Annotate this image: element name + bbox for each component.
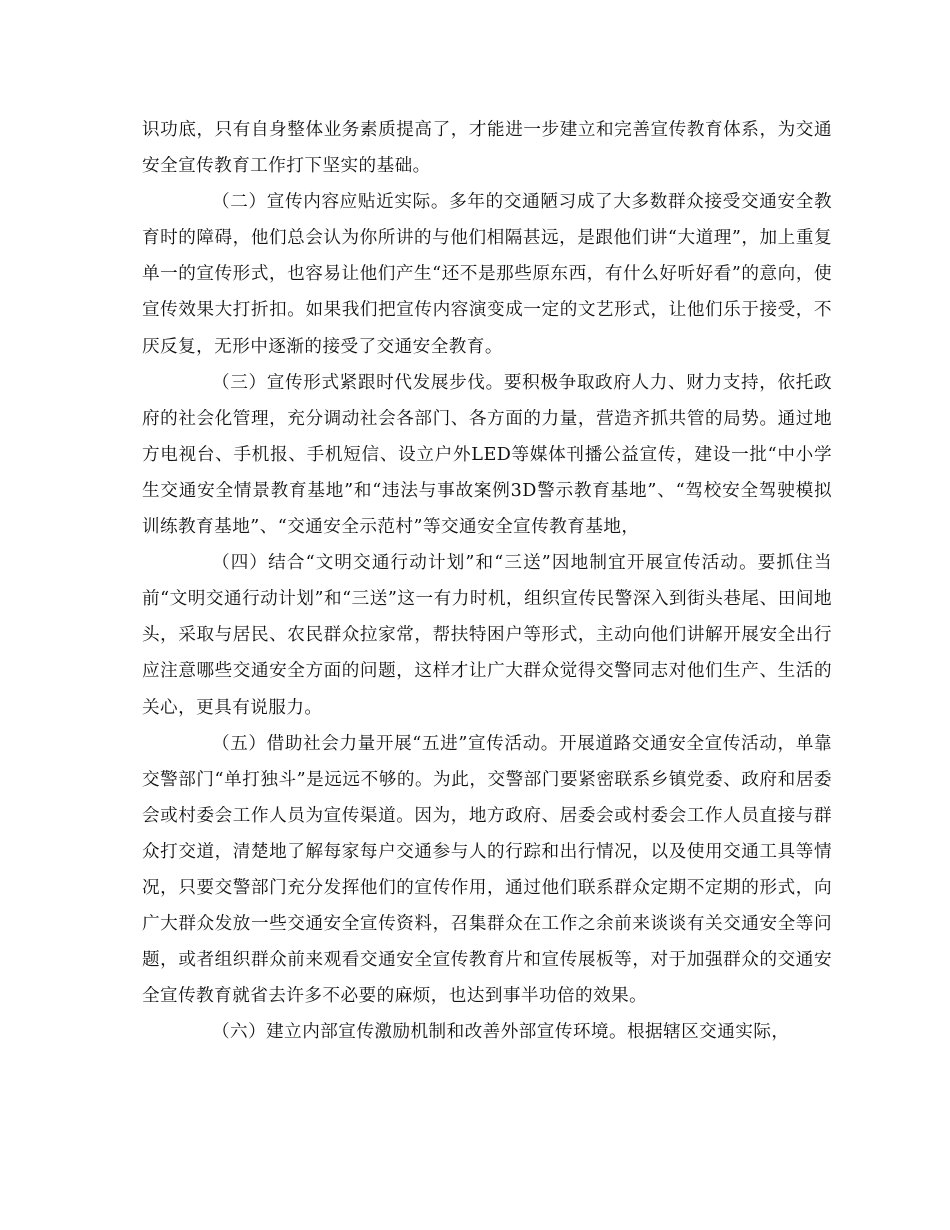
paragraph-section-4: （四）结合“文明交通行动计划”和“三送”因地制宜开展宣传活动。要抓住当前“文明交通行动计划”和“三送”这一有力时机，组织宣传民警深入到街头巷尾、田间地头，采取与居民、农民群众拉家常，帮扶特困户等形式，主动向他们讲解开展安全出行应注意哪些交通安全方面的问题，这样才让广大群众觉得交警同志对他们生产、生活的关心，更具有说服力。 xyxy=(142,553,832,718)
paragraph-section-6: （六）建立内部宣传激励机制和改善外部宣传环境。根据辖区交通实际， xyxy=(212,1022,790,1043)
paragraph-section-5: （五）借助社会力量开展“五进”宣传活动。开展道路交通安全宣传活动，单靠交警部门“单打独斗”是远远不够的。为此，交警部门要紧密联系乡镇党委、政府和居委会或村委会工作人员为宣传渠道。因为，地方政府、居委会或村委会工作人员直接与群众打交道，清楚地了解每家每户交通参与人的行踪和出行情况，以及使用交通工具等情况，只要交警部门充分发挥他们的宣传作用，通过他们联系群众定期不定期的形式，向广大群众发放一些交通安全宣传资料，召集群众在工作之余前来谈谈有关交通安全等问题，或者组织群众前来观看交通安全宣传教育片和宣传展板等，对于加强群众的交通安全宣传教育就省去许多不必要的麻烦，也达到事半功倍的效果。 xyxy=(142,733,832,1007)
paragraph-continuation: 识功底，只有自身整体业务素质提高了，才能进一步建立和完善宣传教育体系，为交通安全宣传教育工作打下坚实的基础。 xyxy=(142,120,832,177)
paragraph-section-3: （三）宣传形式紧跟时代发展步伐。要积极争取政府人力、财力支持，依托政府的社会化管理，充分调动社会各部门、各方面的力量，营造齐抓共管的局势。通过地方电视台、手机报、手机短信、设立户外LED等媒体刊播公益宣传，建设一批“中小学生交通安全情景教育基地”和“违法与事故案例3D警示教育基地”、“驾校安全驾驶模拟训练教育基地”、“交通安全示范村”等交通安全宣传教育基地， xyxy=(142,372,832,538)
body-text xyxy=(142,112,832,1050)
paragraph-section-2: （二）宣传内容应贴近实际。多年的交通陋习成了大多数群众接受交通安全教育时的障碍，他们总会认为你所讲的与他们相隔甚远，是跟他们讲“大道理”，加上重复单一的宣传形式，也容易让他们产生“还不是那些原东西，有什么好听好看”的意向，使宣传效果大打折扣。如果我们把宣传内容演变成一定的文艺形式，让他们乐于接受，不厌反复，无形中逐渐的接受了交通安全教育。 xyxy=(142,192,832,357)
